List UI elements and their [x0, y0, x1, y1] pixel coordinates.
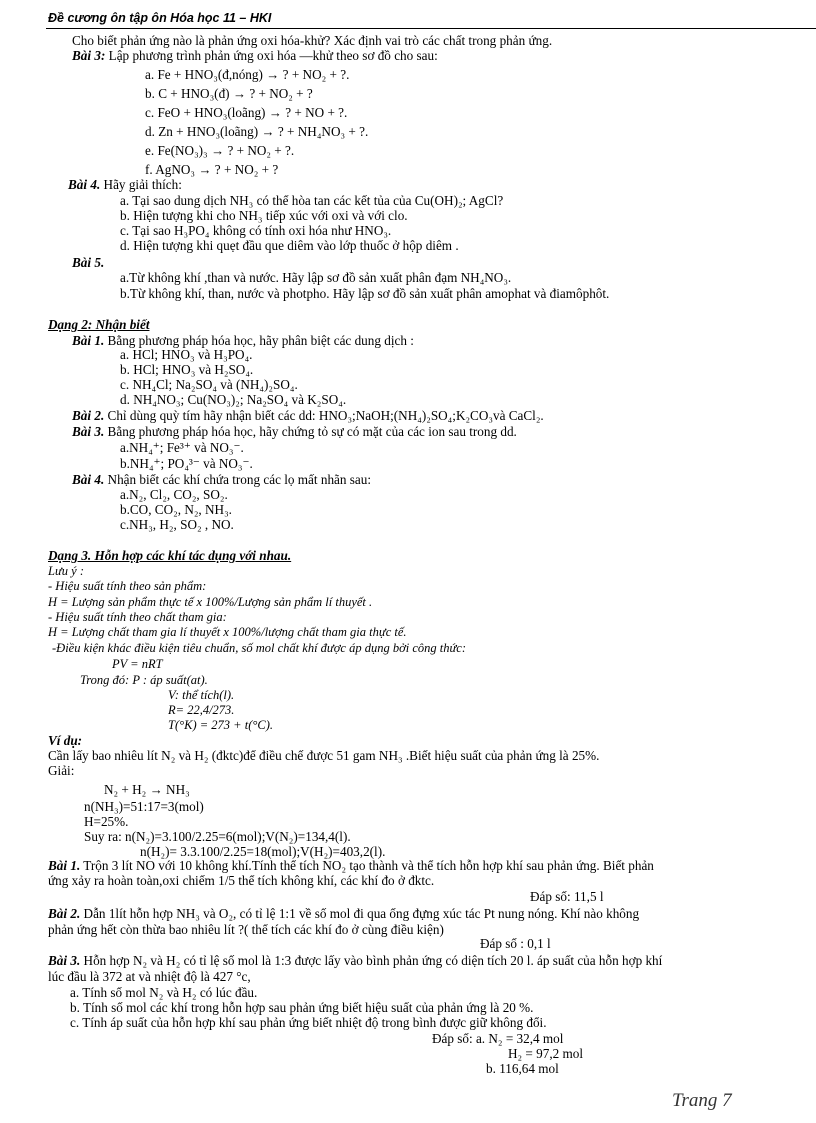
text-line: Đáp số : 0,1 l [480, 936, 551, 951]
text-line: Bài 1. Trộn 3 lít NO với 10 không khí.Tính thể tích NO₂ tạo thành và thể tích hỗn hợp khí sau phản ứng. Biết phản [48, 858, 654, 873]
text-line: a. HCl; HNO₃ và H₃PO₄. [120, 347, 253, 362]
text-line: a. Tính số mol N₂ và H₂ có lúc đầu. [70, 985, 258, 1000]
page-number: Trang 7 [672, 1090, 732, 1111]
text-line: d. Zn + HNO₃(loãng) → ? + NH₄NO₃ + ?. [145, 124, 369, 139]
text-line: d. Hiện tượng khi quẹt đầu que diêm vào lớp thuốc ở hộp diêm . [120, 238, 459, 253]
text-line: Bài 5. [72, 255, 105, 270]
text-line: H=25%. [84, 814, 129, 829]
text-line: Đáp số: 11,5 l [530, 889, 604, 904]
text-line: a.Từ không khí ,than và nước. Hãy lập sơ đồ sản xuất phân đạm NH₄NO₃. [120, 270, 512, 285]
text-line: b. Hiện tượng khi cho NH₃ tiếp xúc với oxi và với clo. [120, 208, 408, 223]
text-line: a.N₂, Cl₂, CO₂, SO₂. [120, 487, 228, 502]
text-line: Cần lấy bao nhiêu lít N₂ và H₂ (đktc)để điều chế được 51 gam NH₃ .Biết hiệu suất của phản ứng là 25%. [48, 748, 600, 763]
text-line: a. Tại sao dung dịch NH₃ có thể hòa tan các kết tủa của Cu(OH)₂; AgCl? [120, 193, 504, 208]
text-line: R= 22,4/273. [168, 703, 235, 717]
text-line: - Hiệu suất tính theo sản phẩm: [48, 579, 207, 593]
text-line: Bài 2. Dẫn 1lít hỗn hợp NH₃ và O₂, có tỉ lệ 1:1 về số mol đi qua ống đựng xúc tác Pt nung nóng. Khí nào không [48, 906, 640, 921]
text-line: b. Tính số mol các khí trong hỗn hợp sau phản ứng biết hiệu suất của phản ứng là 20 %. [70, 1000, 534, 1015]
text-line: Bài 3. Hỗn hợp N₂ và H₂ có tỉ lệ số mol là 1:3 được lấy vào bình phản ứng có diện tích 20 l. áp suất của hỗn hợp khí [48, 953, 663, 968]
text-line: a. Fe + HNO₃(đ,nóng) → ? + NO₂ + ?. [145, 67, 350, 82]
text-line: a.NH₄⁺; Fe³⁺ và NO₃⁻. [120, 440, 244, 455]
text-line: b. HCl; HNO₃ và H₂SO₄. [120, 362, 254, 377]
text-line: Giải: [48, 763, 75, 778]
text-line: Cho biết phản ứng nào là phản ứng oxi hóa-khử? Xác định vai trò các chất trong phản ứng. [72, 33, 553, 48]
text-line: H₂ = 97,2 mol [508, 1046, 584, 1061]
text-line: Suy ra: n(N₂)=3.100/2.25=6(mol);V(N₂)=134,4(l). [84, 829, 351, 844]
text-line: phản ứng hết còn thừa bao nhiêu lít ?( thể tích các khí đo ở cùng điều kiện) [48, 922, 444, 937]
text-line: lúc đầu là 372 at và nhiệt độ là 427 °c, [48, 969, 251, 984]
text-line: b.CO, CO₂, N₂, NH₃. [120, 502, 232, 517]
text-line: Đáp số: a. N₂ = 32,4 mol [432, 1031, 564, 1046]
text-line: c. FeO + HNO₃(loãng) → ? + NO + ?. [145, 105, 348, 120]
text-line: Dạng 2: Nhận biết [48, 317, 150, 332]
text-line: Bài 1. Bằng phương pháp hóa học, hãy phân biệt các dung dịch : [72, 333, 414, 348]
text-line: Bài 4. Hãy giải thích: [68, 177, 182, 192]
text-line: V: thể tích(l). [168, 688, 235, 702]
text-line: n(NH₃)=51:17=3(mol) [84, 799, 204, 814]
text-line: PV = nRT [112, 657, 163, 671]
text-line: H = Lượng sản phẩm thực tế x 100%/Lượng sản phẩm lí thuyết . [48, 595, 373, 609]
text-line: d. NH₄NO₃; Cu(NO₃)₂; Na₂SO₄ và K₂SO₄. [120, 392, 347, 407]
text-line: - Hiệu suất tính theo chất tham gia: [48, 610, 227, 624]
text-line: H = Lượng chất tham gia lí thuyết x 100%/lượng chất tham gia thực tế. [48, 625, 407, 639]
text-line: Bài 3. Bằng phương pháp hóa học, hãy chứng tỏ sự có mặt của các ion sau trong dd. [72, 424, 517, 439]
text-line: f. AgNO₃ → ? + NO₂ + ? [145, 162, 279, 177]
text-line: b.NH₄⁺; PO₄³⁻ và NO₃⁻. [120, 456, 253, 471]
text-line: Dạng 3. Hỗn hợp các khí tác dụng với nhau. [48, 548, 292, 563]
text-line: c. Tại sao H₃PO₄ không có tính oxi hóa như HNO₃. [120, 223, 392, 238]
text-line: -Điều kiện khác điều kiện tiêu chuẩn, số mol chất khí được áp dụng bởi công thức: [52, 641, 467, 655]
text-line: c. NH₄Cl; Na₂SO₄ và (NH₄)₂SO₄. [120, 377, 298, 392]
text-line: Bài 3: Lập phương trình phản ứng oxi hóa —khử theo sơ đồ cho sau: [72, 48, 438, 63]
text-line: e. Fe(NO₃)₃ → ? + NO₂ + ?. [145, 143, 295, 158]
text-line: c.NH₃, H₂, SO₂ , NO. [120, 517, 234, 532]
text-line: Trong đó: P : áp suất(at). [80, 673, 208, 687]
text-line: ứng xảy ra hoàn toàn,oxi chiếm 1/5 thể tích không khí, các khí đo ở đktc. [48, 873, 435, 888]
page-header: Đề cương ôn tập ôn Hóa học 11 – HKI [48, 11, 272, 25]
text-line: N₂ + H₂ → NH₃ [104, 782, 190, 797]
text-line: T(°K) = 273 + t(°C). [168, 718, 273, 732]
text-line: b.Từ không khí, than, nước và photpho. Hãy lập sơ đồ sản xuất phân amophat và điamôphôt. [120, 286, 610, 301]
text-line: Lưu ý : [48, 564, 84, 578]
text-line: Ví dụ: [48, 733, 83, 748]
header-rule [46, 28, 816, 29]
text-line: b. 116,64 mol [486, 1061, 559, 1076]
text-line: Bài 4. Nhận biết các khí chứa trong các lọ mất nhãn sau: [72, 472, 372, 487]
text-line: n(H₂)= 3.3.100/2.25=18(mol);V(H₂)=403,2(l). [140, 844, 386, 859]
text-line: Bài 2. Chỉ dùng quỳ tím hãy nhận biết các dd: HNO₃;NaOH;(NH₄)₂SO₄;K₂CO₃và CaCl₂. [72, 408, 544, 423]
text-line: c. Tính áp suất của hỗn hợp khí sau phản ứng biết nhiệt độ trong bình được giữ không đổi. [70, 1015, 547, 1030]
text-line: b. C + HNO₃(đ) → ? + NO₂ + ? [145, 86, 313, 101]
